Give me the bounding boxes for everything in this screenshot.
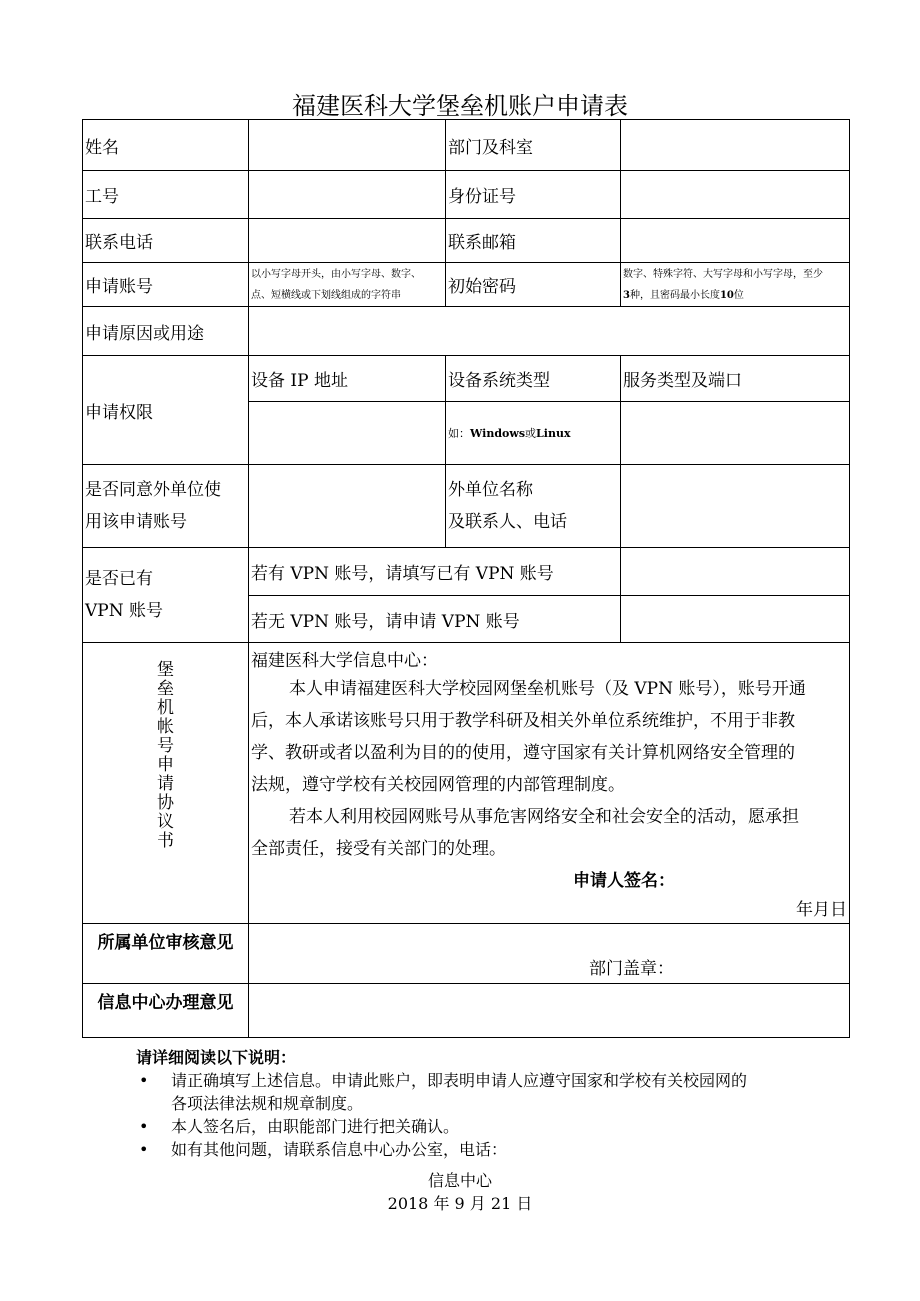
unit-review-label: 所属单位审核意见 <box>83 924 249 984</box>
dept-seal-label: 部门盖章： <box>589 959 674 979</box>
external-name-label: 外单位名称 及联系人、电话 <box>446 465 621 548</box>
instructions-heading: 请详细阅读以下说明： <box>136 1048 297 1067</box>
name-field[interactable] <box>249 120 446 171</box>
perm-ip-field[interactable] <box>249 402 446 465</box>
id-card-label: 身份证号 <box>446 171 621 219</box>
account-hint-2: 点、短横线或下划线组成的字符串 <box>251 289 401 301</box>
signature-label: 申请人签名： <box>573 871 675 891</box>
instructions <box>136 1046 856 1161</box>
phone-field[interactable] <box>249 219 446 263</box>
external-agree-field[interactable] <box>249 465 446 548</box>
agreement-text: 福建医科大学信息中心： 本人申请福建医科大学校园网堡垒机账号（及 VPN 账号），账号开通 后，本人承诺该账号只用于教学科研及相关外单位系统维护，不用于非教 学、教研或者以盈利为目的的使用，遵守国家有关计算机网络安全管理的 法规，遵守学校有关校园网管理的内部管理制度。 若本人利用校园网账号从事危害网络安全和社会安全的活动，愿承担 全部责任，接受有关部门的处理。 申请人签名： 年月日 <box>249 643 850 924</box>
external-label: 是否同意外单位使 用该申请账号 <box>83 465 249 548</box>
reason-field[interactable] <box>249 307 850 356</box>
perm-os-header: 设备系统类型 <box>446 356 621 402</box>
reason-label: 申请原因或用途 <box>83 307 249 356</box>
footer-org: 信息中心 <box>427 1171 492 1190</box>
page-title: 福建医科大学堡垒机账户申请表 <box>292 92 628 120</box>
email-field[interactable] <box>621 219 850 263</box>
list-item: • 本人签名后，由职能部门进行把关确认。 <box>139 1117 460 1136</box>
list-item: • 如有其他问题，请联系信息中心办公室，电话： <box>139 1140 508 1159</box>
email-label: 联系邮箱 <box>446 219 621 263</box>
date-label: 年月日 <box>796 900 847 920</box>
vpn-has-field[interactable] <box>621 548 850 596</box>
account-label: 申请账号 <box>83 263 249 307</box>
account-hint-1: 以小写字母开头，由小写字母、数字、 <box>251 268 421 280</box>
perm-service-header: 服务类型及端口 <box>621 356 850 402</box>
vpn-none-field[interactable] <box>621 596 850 643</box>
password-field[interactable] <box>621 263 850 307</box>
agreement-to: 福建医科大学信息中心： <box>251 651 438 671</box>
center-label: 信息中心办理意见 <box>83 984 249 1038</box>
dept-label: 部门及科室 <box>446 120 621 171</box>
application-form <box>82 119 850 1038</box>
external-name-field[interactable] <box>621 465 850 548</box>
staff-id-field[interactable] <box>249 171 446 219</box>
agreement-title: 堡 垒 机 帐 号 申 请 协 议 书 <box>83 643 249 924</box>
vpn-label: 是否已有 VPN 账号 <box>83 548 249 643</box>
id-card-field[interactable] <box>621 171 850 219</box>
perm-ip-header: 设备 IP 地址 <box>249 356 446 402</box>
vpn-has-label: 若有 VPN 账号，请填写已有 VPN 账号 <box>249 548 621 596</box>
list-item: • 请正确填写上述信息。申请此账户，即表明申请人应遵守国家和学校有关校园网的 各项法律法规和规章制度。 <box>139 1071 748 1113</box>
name-label: 姓名 <box>83 120 249 171</box>
perm-label: 申请权限 <box>83 356 249 465</box>
unit-review-field[interactable] <box>249 924 850 984</box>
footer-date: 2018 年 9 月 21 日 <box>387 1194 533 1213</box>
account-field[interactable] <box>249 263 446 307</box>
password-hint-1: 数字、特殊字符、大写字母和小写字母，至少 <box>623 268 823 280</box>
staff-id-label: 工号 <box>83 171 249 219</box>
password-label: 初始密码 <box>446 263 621 307</box>
dept-field[interactable] <box>621 120 850 171</box>
phone-label: 联系电话 <box>83 219 249 263</box>
perm-os-field[interactable]: 如：Windows或Linux <box>446 402 621 465</box>
center-field[interactable] <box>249 984 850 1038</box>
perm-service-field[interactable] <box>621 402 850 465</box>
password-hint-2: 3种，且密码最小长度10位 <box>623 289 744 301</box>
vpn-none-label: 若无 VPN 账号，请申请 VPN 账号 <box>249 596 621 643</box>
